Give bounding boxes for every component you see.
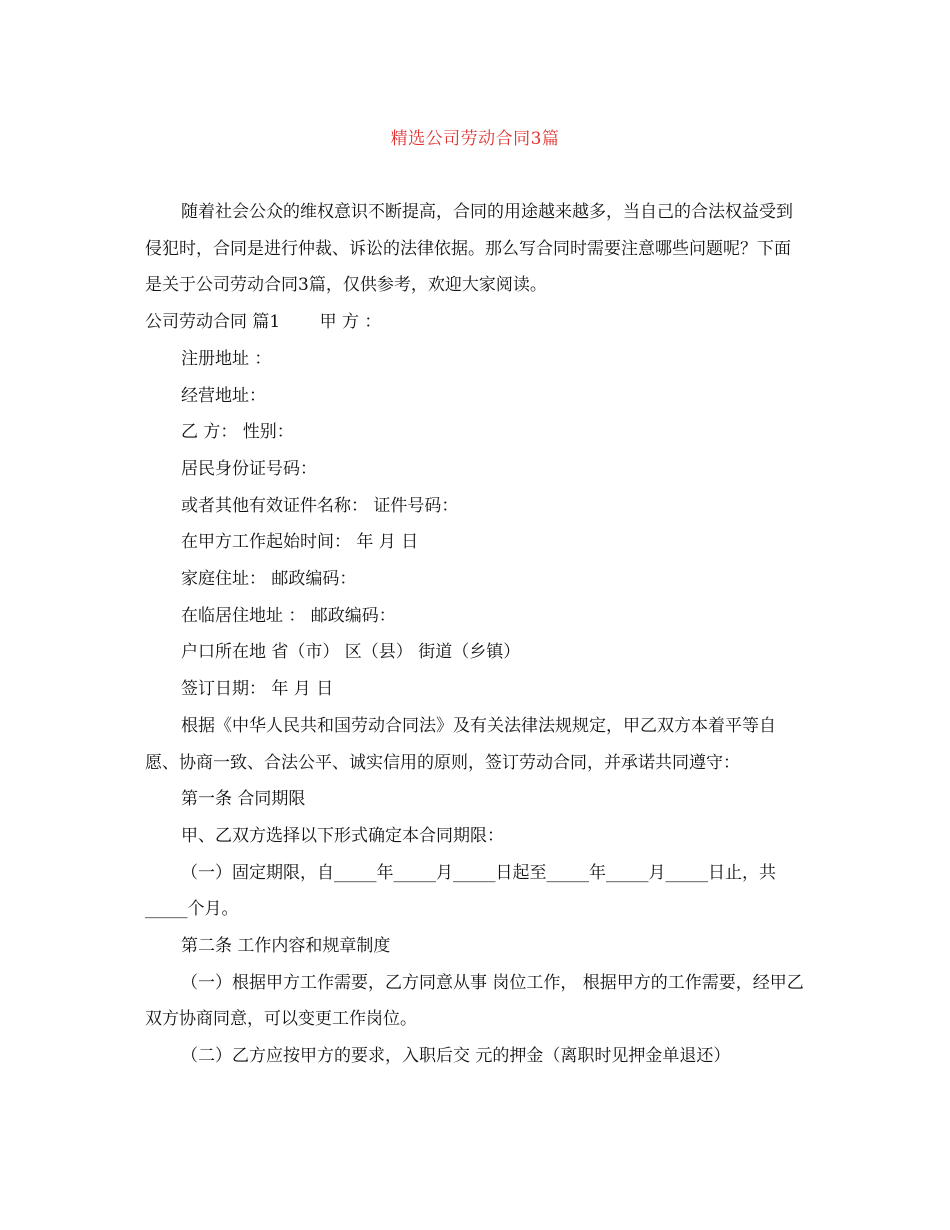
article-2-clause-2: （二）乙方应按甲方的要求，入职后交 元的押金（离职时见押金单退还） [181, 1046, 731, 1067]
business-address-line: 经营地址： [181, 385, 266, 406]
start-date-line: 在甲方工作起始时间： 年 月 日 [181, 532, 419, 553]
legal-basis-paragraph: 根据《中华人民共和国劳动合同法》及有关法律法规规定，甲乙双方本着平等自愿、协商一致、合法公平、诚实信用的原则，签订劳动合同，并承诺共同遵守： [145, 715, 776, 773]
article-2-clause-1: （一）根据甲方工作需要，乙方同意从事 岗位工作， 根据甲方的工作需要，经甲乙双方协商同意，可以变更工作岗位。 [145, 972, 804, 1030]
party-b-gender-line: 乙 方： 性别： [181, 422, 294, 443]
other-certificate-line: 或者其他有效证件名称： 证件号码： [181, 495, 459, 516]
home-address-line: 家庭住址： 邮政编码： [181, 569, 357, 590]
contract-heading-party-a: 公司劳动合同 篇1 甲 方 ： [145, 312, 382, 333]
article-2-heading: 第二条 工作内容和规章制度 [181, 936, 391, 957]
registered-address-line: 注册地址 ： [181, 348, 272, 369]
article-1-intro: 甲、乙双方选择以下形式确定本合同期限： [181, 825, 504, 846]
article-1-heading: 第一条 合同期限 [181, 789, 306, 810]
signing-date-line: 签订日期： 年 月 日 [181, 679, 334, 700]
id-number-line: 居民身份证号码： [181, 458, 317, 479]
document-title: 精选公司劳动合同3篇 [390, 129, 560, 149]
document-body [145, 194, 805, 1075]
intro-paragraph: 随着社会公众的维权意识不断提高，合同的用途越来越多，当自己的合法权益受到侵犯时，合同是进行仲裁、诉讼的法律依据。那么写合同时需要注意哪些问题呢？下面是关于公司劳动合同3篇，仅供参考，欢迎大家阅读。 [145, 202, 793, 296]
temporary-address-line: 在临居住地址 ： 邮政编码： [181, 605, 396, 626]
article-1-fixed-term: （一）固定期限，自_____年_____月_____日起至_____年_____月_____日止，共_____个月。 [145, 862, 776, 920]
household-registration-line: 户口所在地 省（市） 区（县） 街道（乡镇） [181, 642, 521, 663]
